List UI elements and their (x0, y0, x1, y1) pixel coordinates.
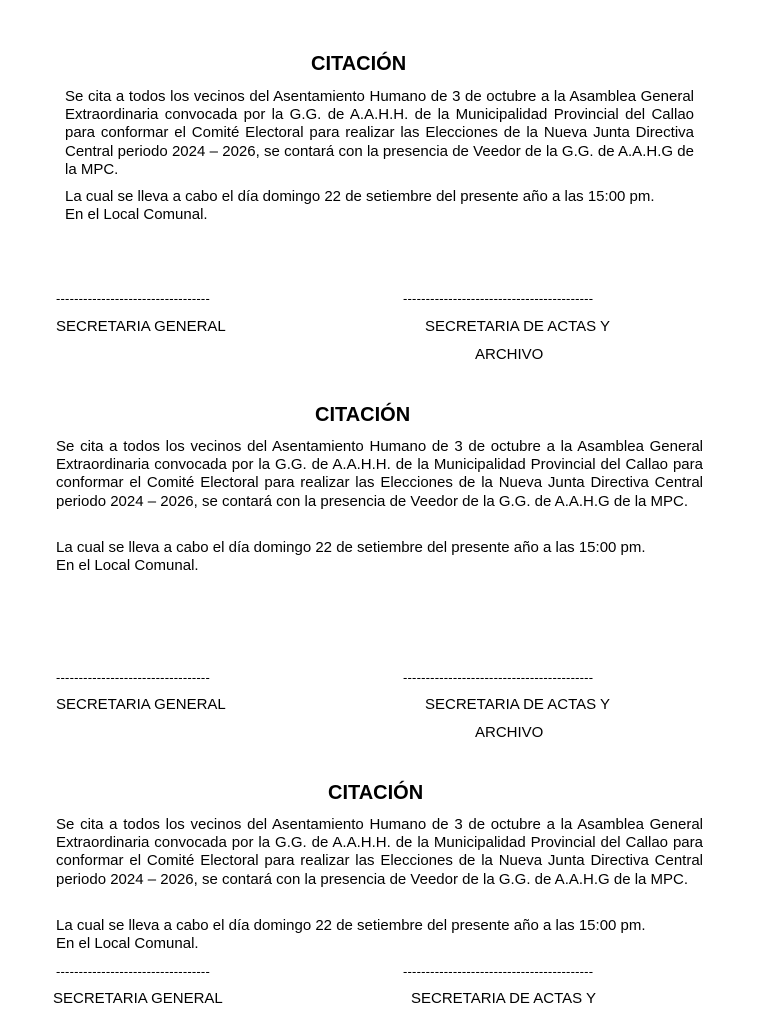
citation-location: En el Local Comunal. (56, 935, 199, 952)
citation-body: Se cita a todos los vecinos del Asentamiento Humano de 3 de octubre a la Asamblea General Extraordinaria convocada por la G.G. de A.A.H.H. de la Municipalidad Provincial del Callao para conformar el Comité Electoral para realizar las Elecciones de la Nueva Junta Directiva Central periodo 2024 – 2026, se contará con la presencia de Veedor de la G.G. de A.A.H.G de la MPC. (56, 438, 703, 510)
citation-location: En el Local Comunal. (56, 557, 199, 574)
citation-title: CITACIÓN (311, 53, 407, 75)
signer-secretaria-actas: SECRETARIA DE ACTAS Y (411, 990, 597, 1007)
signer-secretaria-general: SECRETARIA GENERAL (56, 696, 226, 713)
citation-schedule: La cual se lleva a cabo el día domingo 22 de setiembre del presente año a las 15:00 pm. (56, 917, 646, 934)
signer-secretaria-actas-archivo: ARCHIVO (475, 346, 544, 363)
signature-line-right: ------------------------------------------ (403, 964, 594, 979)
citation-body: Se cita a todos los vecinos del Asentamiento Humano de 3 de octubre a la Asamblea General Extraordinaria convocada por la G.G. de A.A.H.H. de la Municipalidad Provincial del Callao para conformar el Comité Electoral para realizar las Elecciones de la Nueva Junta Directiva Central periodo 2024 – 2026, se contará con la presencia de Veedor de la G.G. de A.A.H.G de la MPC. (65, 88, 694, 178)
citation-location: En el Local Comunal. (65, 206, 208, 223)
citation-title: CITACIÓN (315, 404, 411, 426)
signature-line-left: ---------------------------------- (56, 291, 210, 306)
citation-title: CITACIÓN (328, 782, 424, 804)
signature-line-left: ---------------------------------- (56, 670, 210, 685)
signer-secretaria-actas: SECRETARIA DE ACTAS Y (425, 318, 611, 335)
signature-line-right: ------------------------------------------ (403, 291, 594, 306)
signer-secretaria-general: SECRETARIA GENERAL (53, 990, 223, 1007)
signer-secretaria-actas: SECRETARIA DE ACTAS Y (425, 696, 611, 713)
signature-line-left: ---------------------------------- (56, 964, 210, 979)
citation-body: Se cita a todos los vecinos del Asentamiento Humano de 3 de octubre a la Asamblea General Extraordinaria convocada por la G.G. de A.A.H.H. de la Municipalidad Provincial del Callao para conformar el Comité Electoral para realizar las Elecciones de la Nueva Junta Directiva Central periodo 2024 – 2026, se contará con la presencia de Veedor de la G.G. de A.A.H.G de la MPC. (56, 816, 703, 888)
signer-secretaria-general: SECRETARIA GENERAL (56, 318, 226, 335)
signer-secretaria-actas-archivo: ARCHIVO (475, 724, 544, 741)
citation-schedule: La cual se lleva a cabo el día domingo 22 de setiembre del presente año a las 15:00 pm. (56, 539, 646, 556)
signature-line-right: ------------------------------------------ (403, 670, 594, 685)
citation-schedule: La cual se lleva a cabo el día domingo 22 de setiembre del presente año a las 15:00 pm. (65, 188, 655, 205)
